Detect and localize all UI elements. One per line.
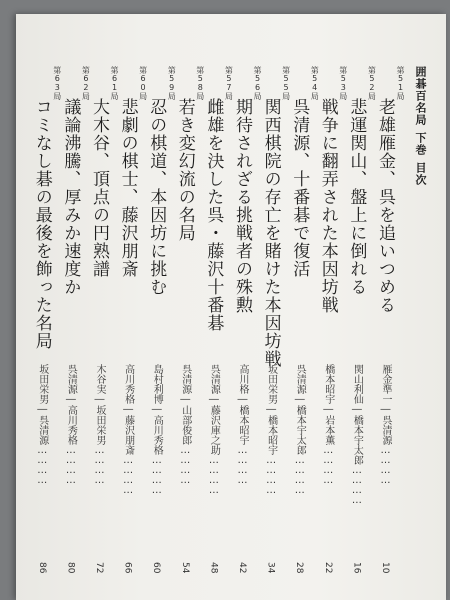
toc-heading — [412, 66, 428, 186]
entry-players-line — [349, 364, 364, 505]
entry-title: 若き変幻流の名局 — [174, 98, 195, 242]
entry-title: 関西棋院の存亡を賭けた本因坊戦 — [260, 98, 281, 368]
book-title: 囲碁百名局 — [414, 66, 427, 126]
entry-number: 第53局 — [338, 66, 348, 100]
entry-title: 期待されざる挑戦者の殊勲 — [232, 98, 252, 314]
entry-title: 老雄雁金、呉を追いつめる — [375, 98, 395, 314]
entry-players-line — [178, 364, 193, 485]
entry-title: 呉清源、十番碁で復活 — [289, 98, 310, 278]
entry-page-number: 48 — [208, 562, 219, 574]
entry-number: 第54局 — [310, 66, 320, 100]
leader-dots: ………… — [380, 445, 391, 485]
leader-dots: ………… — [294, 455, 306, 495]
entry-title: 議論沸騰、厚みか速度か — [60, 98, 81, 296]
leader-dots: ………… — [265, 455, 277, 495]
entry-page-number: 16 — [351, 562, 362, 574]
entry-page-number: 54 — [179, 562, 190, 574]
entry-players-line — [235, 364, 250, 485]
entry-players: 島村利博―高川秀格 — [151, 364, 163, 455]
entry-players: 呉清源―橋本宇太郎 — [294, 364, 306, 455]
leader-dots: ………… — [65, 445, 77, 485]
entry-number: 第55局 — [281, 66, 291, 100]
leader-dots: ………… — [179, 445, 191, 485]
entry-players: 呉清源―高川秀格 — [65, 364, 77, 445]
entry-players-line — [321, 364, 336, 485]
entry-players: 雁金準一―呉清源 — [380, 364, 391, 445]
entry-title: 悲運関山、盤上に倒れる — [346, 98, 367, 296]
entry-page-number: 80 — [65, 562, 76, 574]
entry-title: 雌雄を決した呉・藤沢十番碁 — [203, 98, 224, 332]
entry-number: 第57局 — [224, 66, 234, 100]
entry-players-line — [264, 364, 279, 495]
entry-number: 第61局 — [110, 66, 119, 100]
entry-players: 坂田栄男―呉清源 — [36, 364, 48, 445]
entry-title: 大木谷、頂点の円熟譜 — [89, 98, 109, 278]
entry-title: 忍の棋道、本因坊に挑む — [146, 98, 167, 296]
toc-label: 目次 — [414, 162, 427, 186]
entry-players: 木谷実―坂田栄男 — [94, 364, 105, 445]
entry-players-line — [63, 364, 78, 485]
entry-page-number: 42 — [237, 562, 247, 574]
leader-dots: ………… — [94, 445, 105, 485]
entry-players: 高川格―橋本昭宇 — [237, 364, 248, 445]
leader-dots: ………… — [322, 445, 334, 485]
entry-title: 戦争に翻弄された本因坊戦 — [317, 98, 338, 314]
leader-dots: ………… — [151, 455, 163, 495]
entry-title: コミなし碁の最後を飾った名局 — [31, 98, 52, 350]
entry-players-line — [121, 364, 136, 495]
leader-dots: ………… — [122, 455, 134, 495]
entry-players-line — [35, 364, 50, 485]
entry-page-number: 22 — [322, 562, 333, 574]
book-page — [16, 14, 446, 600]
entry-players: 呉清源―山部俊郎 — [179, 364, 191, 445]
entry-players-line — [92, 364, 107, 485]
entry-page-number: 28 — [294, 562, 305, 574]
entry-players: 橋本昭宇―岩本薫 — [322, 364, 334, 445]
entry-page-number: 86 — [36, 562, 47, 574]
entry-number: 第56局 — [253, 66, 262, 100]
entry-players: 坂田栄男―橋本昭宇 — [265, 364, 277, 455]
entry-number: 第63局 — [52, 66, 62, 100]
entry-title: 悲劇の棋士、藤沢朋斎 — [117, 98, 138, 278]
entry-number: 第62局 — [81, 66, 91, 100]
entry-number: 第52局 — [367, 66, 377, 100]
entry-page-number: 72 — [94, 562, 104, 574]
entry-number: 第51局 — [396, 66, 405, 100]
entry-players: 呉清源―藤沢庫之助 — [208, 364, 220, 455]
book-volume: 下巻 — [414, 132, 427, 156]
entry-players: 高川秀格―藤沢朋斎 — [122, 364, 134, 455]
leader-dots: ………… — [208, 455, 220, 495]
entry-page-number: 34 — [265, 562, 276, 574]
entry-players-line — [292, 364, 307, 495]
entry-players: 関山利仙―橋本宇太郎 — [351, 364, 363, 465]
entry-players-line — [206, 364, 221, 495]
leader-dots: ………… — [351, 465, 363, 505]
entry-number: 第58局 — [195, 66, 205, 100]
entry-number: 第60局 — [138, 66, 148, 100]
entry-page-number: 60 — [151, 562, 162, 574]
entry-players-line — [149, 364, 164, 495]
entry-page-number: 10 — [380, 562, 390, 574]
entry-number: 第59局 — [167, 66, 177, 100]
entry-page-number: 66 — [122, 562, 133, 574]
leader-dots: ………… — [36, 445, 48, 485]
entry-players-line — [378, 364, 393, 485]
leader-dots: ………… — [237, 445, 248, 485]
